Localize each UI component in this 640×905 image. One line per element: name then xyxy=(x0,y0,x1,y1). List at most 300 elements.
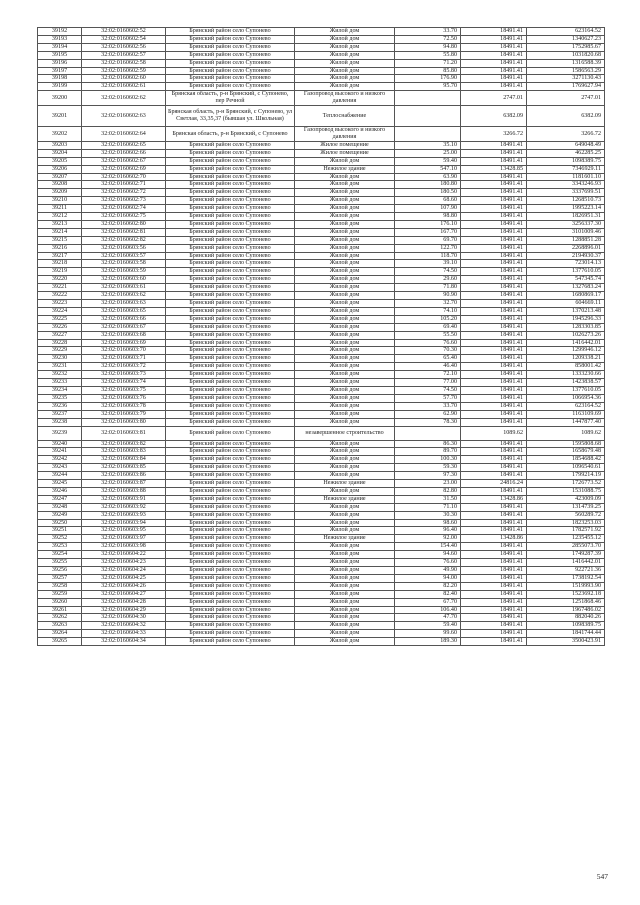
cadastral-number-cell: 32:02:0160604:30 xyxy=(82,614,166,622)
object-type-cell: Жилой дом xyxy=(295,614,395,622)
area-cell: 189.30 xyxy=(395,638,461,646)
area-cell: 71.80 xyxy=(395,284,461,292)
row-number-cell: 39254 xyxy=(38,551,82,559)
unit-value-cell: 18491.41 xyxy=(461,173,527,181)
object-type-cell: Жилой дом xyxy=(295,220,395,228)
table-row xyxy=(38,75,605,83)
object-type-cell: Жилой дом xyxy=(295,622,395,630)
address-cell: Брянский район село Супонево xyxy=(166,606,295,614)
row-number-cell: 39246 xyxy=(38,487,82,495)
table-row xyxy=(38,292,605,300)
table-row xyxy=(38,464,605,472)
table-row xyxy=(38,59,605,67)
cadastral-value-cell: 1288851.28 xyxy=(527,236,605,244)
row-number-cell: 39247 xyxy=(38,495,82,503)
table-row xyxy=(38,284,605,292)
address-cell: Брянский район село Супонево xyxy=(166,28,295,36)
cadastral-value-cell: 2194930.37 xyxy=(527,252,605,260)
address-cell: Брянский район село Супонево xyxy=(166,59,295,67)
row-number-cell: 39253 xyxy=(38,543,82,551)
cadastral-number-cell: 32:02:0160602:64 xyxy=(82,127,166,142)
cadastral-value-cell: 723014.13 xyxy=(527,260,605,268)
object-type-cell: Жилой дом xyxy=(295,284,395,292)
table-row xyxy=(38,487,605,495)
cadastral-number-cell: 32:02:0160602:75 xyxy=(82,213,166,221)
row-number-cell: 39200 xyxy=(38,91,82,106)
object-type-cell: Жилой дом xyxy=(295,410,395,418)
cadastral-number-cell: 32:02:0160604:22 xyxy=(82,551,166,559)
object-type-cell: Жилой дом xyxy=(295,559,395,567)
cadastral-value-cell: 1447877.40 xyxy=(527,418,605,426)
object-type-cell: Нежилое здание xyxy=(295,480,395,488)
row-number-cell: 39245 xyxy=(38,480,82,488)
table-row xyxy=(38,173,605,181)
unit-value-cell: 18491.41 xyxy=(461,189,527,197)
unit-value-cell: 18491.41 xyxy=(461,355,527,363)
table-row xyxy=(38,268,605,276)
object-type-cell: Жилой дом xyxy=(295,213,395,221)
address-cell: Брянский район село Супонево xyxy=(166,456,295,464)
cadastral-value-cell: 2747.01 xyxy=(527,91,605,106)
table-row xyxy=(38,590,605,598)
area-cell: 29.60 xyxy=(395,276,461,284)
area-cell: 100.30 xyxy=(395,456,461,464)
address-cell: Брянский район село Супонево xyxy=(166,503,295,511)
address-cell: Брянский район село Супонево xyxy=(166,519,295,527)
table-row xyxy=(38,347,605,355)
table-row xyxy=(38,426,605,440)
unit-value-cell: 18491.41 xyxy=(461,559,527,567)
cadastral-value-cell: 1340627.23 xyxy=(527,35,605,43)
unit-value-cell: 18491.41 xyxy=(461,410,527,418)
row-number-cell: 39215 xyxy=(38,236,82,244)
unit-value-cell: 18491.41 xyxy=(461,141,527,149)
address-cell: Брянский район село Супонево xyxy=(166,440,295,448)
unit-value-cell: 18491.41 xyxy=(461,28,527,36)
area-cell: 47.70 xyxy=(395,614,461,622)
row-number-cell: 39194 xyxy=(38,43,82,51)
address-cell: Брянский район село Супонево xyxy=(166,418,295,426)
table-row xyxy=(38,503,605,511)
cadastral-number-cell: 32:02:0160603:63 xyxy=(82,300,166,308)
unit-value-cell: 18491.41 xyxy=(461,323,527,331)
object-type-cell: Жилой дом xyxy=(295,35,395,43)
cadastral-number-cell: 32:02:0160602:63 xyxy=(82,106,166,127)
area-cell: 154.40 xyxy=(395,543,461,551)
address-cell: Брянский район село Супонево xyxy=(166,300,295,308)
area-cell: 78.30 xyxy=(395,418,461,426)
unit-value-cell: 18491.41 xyxy=(461,197,527,205)
table-row xyxy=(38,527,605,535)
object-type-cell: Жилой дом xyxy=(295,574,395,582)
row-number-cell: 39256 xyxy=(38,567,82,575)
address-cell: Брянский район село Супонево xyxy=(166,543,295,551)
row-number-cell: 39250 xyxy=(38,519,82,527)
cadastral-value-cell: 1370213.48 xyxy=(527,307,605,315)
row-number-cell: 39208 xyxy=(38,181,82,189)
cadastral-value-cell: 6382.09 xyxy=(527,106,605,127)
area-cell: 39.10 xyxy=(395,260,461,268)
unit-value-cell: 18491.41 xyxy=(461,394,527,402)
table-body xyxy=(38,28,605,646)
row-number-cell: 39214 xyxy=(38,228,82,236)
table-row xyxy=(38,551,605,559)
row-number-cell: 39251 xyxy=(38,527,82,535)
address-cell: Брянский район село Супонево xyxy=(166,197,295,205)
unit-value-cell: 1089.62 xyxy=(461,426,527,440)
cadastral-number-cell: 32:02:0160603:61 xyxy=(82,284,166,292)
table-row xyxy=(38,418,605,426)
area-cell: 71.10 xyxy=(395,503,461,511)
address-cell: Брянский район село Супонево xyxy=(166,220,295,228)
row-number-cell: 39199 xyxy=(38,83,82,91)
address-cell: Брянский район село Супонево xyxy=(166,363,295,371)
row-number-cell: 39203 xyxy=(38,141,82,149)
cadastral-number-cell: 32:02:0160602:74 xyxy=(82,205,166,213)
object-type-cell: Жилой дом xyxy=(295,487,395,495)
table-row xyxy=(38,181,605,189)
cadastral-number-cell: 32:02:0160602:72 xyxy=(82,189,166,197)
cadastral-number-cell: 32:02:0160602:73 xyxy=(82,197,166,205)
unit-value-cell: 18491.41 xyxy=(461,244,527,252)
row-number-cell: 39263 xyxy=(38,622,82,630)
row-number-cell: 39259 xyxy=(38,590,82,598)
cadastral-number-cell: 32:02:0160604:29 xyxy=(82,606,166,614)
table-row xyxy=(38,394,605,402)
address-cell: Брянский район село Супонево xyxy=(166,228,295,236)
unit-value-cell: 18491.41 xyxy=(461,582,527,590)
area-cell: 33.70 xyxy=(395,402,461,410)
cadastral-number-cell: 32:02:0160602:81 xyxy=(82,228,166,236)
area-cell: 107.90 xyxy=(395,205,461,213)
cadastral-value-cell: 1316588.39 xyxy=(527,59,605,67)
table-row xyxy=(38,456,605,464)
row-number-cell: 39206 xyxy=(38,165,82,173)
row-number-cell: 39219 xyxy=(38,268,82,276)
row-number-cell: 39244 xyxy=(38,472,82,480)
area-cell: 77.00 xyxy=(395,379,461,387)
object-type-cell: Жилой дом xyxy=(295,472,395,480)
cadastral-value-cell: 3266.72 xyxy=(527,127,605,142)
object-type-cell: Жилой дом xyxy=(295,67,395,75)
unit-value-cell: 3266.72 xyxy=(461,127,527,142)
area-cell: 74.50 xyxy=(395,386,461,394)
area-cell: 23.00 xyxy=(395,480,461,488)
cadastral-value-cell: 1826951.31 xyxy=(527,213,605,221)
area-cell: 82.20 xyxy=(395,582,461,590)
row-number-cell: 39234 xyxy=(38,386,82,394)
unit-value-cell: 18491.41 xyxy=(461,464,527,472)
unit-value-cell: 18491.41 xyxy=(461,371,527,379)
cadastral-value-cell: 1841744.44 xyxy=(527,630,605,638)
area-cell: 99.60 xyxy=(395,630,461,638)
table-row xyxy=(38,440,605,448)
area-cell: 70.30 xyxy=(395,347,461,355)
address-cell: Брянский район село Супонево xyxy=(166,567,295,575)
table-row xyxy=(38,598,605,606)
object-type-cell: Жилой дом xyxy=(295,355,395,363)
row-number-cell: 39217 xyxy=(38,252,82,260)
table-row xyxy=(38,379,605,387)
object-type-cell: Жилой дом xyxy=(295,43,395,51)
area-cell: 122.70 xyxy=(395,244,461,252)
cadastral-value-cell: 1031820.68 xyxy=(527,51,605,59)
row-number-cell: 39237 xyxy=(38,410,82,418)
unit-value-cell: 18491.41 xyxy=(461,67,527,75)
unit-value-cell: 18491.41 xyxy=(461,75,527,83)
cadastral-number-cell: 32:02:0160603:83 xyxy=(82,448,166,456)
area-cell: 67.70 xyxy=(395,598,461,606)
unit-value-cell: 18491.41 xyxy=(461,228,527,236)
cadastral-value-cell: 604669.11 xyxy=(527,300,605,308)
unit-value-cell: 18491.41 xyxy=(461,418,527,426)
area-cell: 82.40 xyxy=(395,590,461,598)
cadastral-value-cell: 1531088.75 xyxy=(527,487,605,495)
object-type-cell: Жилой дом xyxy=(295,323,395,331)
row-number-cell: 39229 xyxy=(38,347,82,355)
object-type-cell: Жилой дом xyxy=(295,228,395,236)
area-cell: 98.60 xyxy=(395,519,461,527)
object-type-cell: Нежилое здание xyxy=(295,535,395,543)
unit-value-cell: 18491.41 xyxy=(461,157,527,165)
cadastral-number-cell: 32:02:0160603:58 xyxy=(82,260,166,268)
unit-value-cell: 18491.41 xyxy=(461,43,527,51)
object-type-cell: Жилой дом xyxy=(295,307,395,315)
address-cell: Брянский район село Супонево xyxy=(166,410,295,418)
unit-value-cell: 18491.41 xyxy=(461,268,527,276)
unit-value-cell: 18491.41 xyxy=(461,386,527,394)
table-row xyxy=(38,252,605,260)
object-type-cell: Жилой дом xyxy=(295,394,395,402)
object-type-cell: Газопровод высокого и низкого давления xyxy=(295,91,395,106)
table-row xyxy=(38,339,605,347)
cadastral-value-cell: 1749287.39 xyxy=(527,551,605,559)
cadastral-number-cell: 32:02:0160604:27 xyxy=(82,590,166,598)
cadastral-number-cell: 32:02:0160602:65 xyxy=(82,141,166,149)
page-number: 547 xyxy=(596,872,608,881)
row-number-cell: 39227 xyxy=(38,331,82,339)
cadastral-number-cell: 32:02:0160602:56 xyxy=(82,43,166,51)
row-number-cell: 39221 xyxy=(38,284,82,292)
cadastral-number-cell: 32:02:0160602:66 xyxy=(82,149,166,157)
table-row xyxy=(38,323,605,331)
area-cell: 55.50 xyxy=(395,331,461,339)
row-number-cell: 39252 xyxy=(38,535,82,543)
object-type-cell: Жилой дом xyxy=(295,75,395,83)
object-type-cell: Газопровод высокого и низкого давления xyxy=(295,127,395,142)
table-row xyxy=(38,638,605,646)
address-cell: Брянский район село Супонево xyxy=(166,347,295,355)
row-number-cell: 39258 xyxy=(38,582,82,590)
cadastral-value-cell: 547345.74 xyxy=(527,276,605,284)
row-number-cell: 39218 xyxy=(38,260,82,268)
cadastral-number-cell: 32:02:0160603:85 xyxy=(82,464,166,472)
address-cell: Брянский район село Супонево xyxy=(166,535,295,543)
cadastral-number-cell: 32:02:0160602:52 xyxy=(82,28,166,36)
object-type-cell: Жилой дом xyxy=(295,339,395,347)
row-number-cell: 39213 xyxy=(38,220,82,228)
address-cell: Брянская область, р-н Брянский, с Супонево xyxy=(166,127,295,142)
unit-value-cell: 18491.41 xyxy=(461,519,527,527)
area-cell: 57.70 xyxy=(395,394,461,402)
cadastral-number-cell: 32:02:0160603:67 xyxy=(82,323,166,331)
object-type-cell: Жилой дом xyxy=(295,300,395,308)
unit-value-cell: 18491.41 xyxy=(461,51,527,59)
table-row xyxy=(38,622,605,630)
unit-value-cell: 18491.41 xyxy=(461,83,527,91)
address-cell: Брянский район село Супонево xyxy=(166,189,295,197)
table-row xyxy=(38,355,605,363)
address-cell: Брянский район село Супонево xyxy=(166,464,295,472)
unit-value-cell: 18491.41 xyxy=(461,472,527,480)
cadastral-value-cell: 1738192.54 xyxy=(527,574,605,582)
cadastral-number-cell: 32:02:0160603:97 xyxy=(82,535,166,543)
cadastral-number-cell: 32:02:0160602:58 xyxy=(82,59,166,67)
area-cell: 118.70 xyxy=(395,252,461,260)
unit-value-cell: 18491.41 xyxy=(461,35,527,43)
unit-value-cell: 18491.41 xyxy=(461,574,527,582)
area-cell: 49.90 xyxy=(395,567,461,575)
area-cell: 94.60 xyxy=(395,551,461,559)
unit-value-cell: 18491.41 xyxy=(461,59,527,67)
area-cell: 547.10 xyxy=(395,165,461,173)
cadastral-value-cell: 1423838.57 xyxy=(527,379,605,387)
object-type-cell: Жилой дом xyxy=(295,260,395,268)
area-cell: 68.60 xyxy=(395,197,461,205)
object-type-cell: Жилой дом xyxy=(295,189,395,197)
unit-value-cell: 13428.86 xyxy=(461,495,527,503)
area-cell: 98.80 xyxy=(395,213,461,221)
unit-value-cell: 18491.41 xyxy=(461,284,527,292)
cadastral-number-cell: 32:02:0160603:80 xyxy=(82,418,166,426)
unit-value-cell: 18491.41 xyxy=(461,252,527,260)
table-row xyxy=(38,165,605,173)
table-row xyxy=(38,410,605,418)
cadastral-number-cell: 32:02:0160603:94 xyxy=(82,519,166,527)
address-cell: Брянская область, р-н Брянский, с Супонево, ул Светлая, 33,35,37 (бывшая ул. Школьная) xyxy=(166,106,295,127)
row-number-cell: 39231 xyxy=(38,363,82,371)
object-type-cell: Жилой дом xyxy=(295,181,395,189)
unit-value-cell: 18491.41 xyxy=(461,527,527,535)
unit-value-cell: 18491.41 xyxy=(461,205,527,213)
cadastral-number-cell: 32:02:0160602:71 xyxy=(82,181,166,189)
address-cell: Брянский район село Супонево xyxy=(166,511,295,519)
table-row xyxy=(38,606,605,614)
unit-value-cell: 18491.41 xyxy=(461,606,527,614)
cadastral-number-cell: 32:02:0160603:75 xyxy=(82,386,166,394)
area-cell: 71.20 xyxy=(395,59,461,67)
row-number-cell: 39236 xyxy=(38,402,82,410)
address-cell: Брянский район село Супонево xyxy=(166,236,295,244)
object-type-cell: Нежилое здание xyxy=(295,495,395,503)
address-cell: Брянский район село Супонево xyxy=(166,379,295,387)
table-row xyxy=(38,402,605,410)
table-row xyxy=(38,35,605,43)
unit-value-cell: 18491.41 xyxy=(461,567,527,575)
cadastral-value-cell: 1089.62 xyxy=(527,426,605,440)
area-cell: 55.80 xyxy=(395,51,461,59)
cadastral-number-cell: 32:02:0160603:87 xyxy=(82,480,166,488)
object-type-cell: Жилой дом xyxy=(295,205,395,213)
table-row xyxy=(38,543,605,551)
table-row xyxy=(38,511,605,519)
area-cell: 65.40 xyxy=(395,355,461,363)
area-cell xyxy=(395,127,461,142)
cadastral-value-cell: 623164.52 xyxy=(527,28,605,36)
address-cell: Брянский район село Супонево xyxy=(166,165,295,173)
cadastral-value-cell: 922721.36 xyxy=(527,567,605,575)
address-cell: Брянский район село Супонево xyxy=(166,614,295,622)
cadastral-value-cell: 1967486.02 xyxy=(527,606,605,614)
object-type-cell: Жилой дом xyxy=(295,527,395,535)
object-type-cell: Жилой дом xyxy=(295,244,395,252)
row-number-cell: 39265 xyxy=(38,638,82,646)
object-type-cell: Теплоснабжение xyxy=(295,106,395,127)
address-cell: Брянский район село Супонево xyxy=(166,83,295,91)
object-type-cell: Нежилое здание xyxy=(295,165,395,173)
area-cell: 72.10 xyxy=(395,371,461,379)
row-number-cell: 39255 xyxy=(38,559,82,567)
row-number-cell: 39232 xyxy=(38,371,82,379)
cadastral-number-cell: 32:02:0160603:71 xyxy=(82,355,166,363)
cadastral-number-cell: 32:02:0160604:34 xyxy=(82,638,166,646)
row-number-cell: 39195 xyxy=(38,51,82,59)
area-cell xyxy=(395,426,461,440)
cadastral-value-cell: 1995223.14 xyxy=(527,205,605,213)
address-cell: Брянский район село Супонево xyxy=(166,394,295,402)
table-row xyxy=(38,495,605,503)
row-number-cell: 39264 xyxy=(38,630,82,638)
cadastral-value-cell: 1416442.01 xyxy=(527,559,605,567)
cadastral-value-cell: 1066954.36 xyxy=(527,394,605,402)
row-number-cell: 39202 xyxy=(38,127,82,142)
address-cell: Брянский район село Супонево xyxy=(166,292,295,300)
unit-value-cell: 18491.41 xyxy=(461,149,527,157)
object-type-cell: Жилой дом xyxy=(295,503,395,511)
object-type-cell: Жилой дом xyxy=(295,519,395,527)
area-cell: 82.80 xyxy=(395,487,461,495)
table-row xyxy=(38,236,605,244)
row-number-cell: 39222 xyxy=(38,292,82,300)
unit-value-cell: 18491.41 xyxy=(461,315,527,323)
cadastral-value-cell: 1283303.85 xyxy=(527,323,605,331)
cadastral-number-cell: 32:02:0160602:62 xyxy=(82,91,166,106)
address-cell: Брянский район село Супонево xyxy=(166,331,295,339)
area-cell: 180.80 xyxy=(395,181,461,189)
row-number-cell: 39228 xyxy=(38,339,82,347)
unit-value-cell: 18491.41 xyxy=(461,276,527,284)
object-type-cell: Жилой дом xyxy=(295,402,395,410)
table-row xyxy=(38,106,605,127)
table-row xyxy=(38,567,605,575)
unit-value-cell: 18491.41 xyxy=(461,181,527,189)
row-number-cell: 39204 xyxy=(38,149,82,157)
unit-value-cell: 18491.41 xyxy=(461,213,527,221)
object-type-cell: Жилой дом xyxy=(295,418,395,426)
object-type-cell: Жилое помещение xyxy=(295,141,395,149)
area-cell: 176.90 xyxy=(395,75,461,83)
row-number-cell: 39205 xyxy=(38,157,82,165)
cadastral-number-cell: 32:02:0160602:54 xyxy=(82,35,166,43)
object-type-cell: Жилой дом xyxy=(295,551,395,559)
cadastral-number-cell: 32:02:0160604:32 xyxy=(82,622,166,630)
cadastral-number-cell: 32:02:0160603:86 xyxy=(82,472,166,480)
cadastral-number-cell: 32:02:0160602:70 xyxy=(82,173,166,181)
address-cell: Брянский район село Супонево xyxy=(166,181,295,189)
object-type-cell: Жилой дом xyxy=(295,173,395,181)
address-cell: Брянский район село Супонево xyxy=(166,244,295,252)
address-cell: Брянский район село Супонево xyxy=(166,630,295,638)
